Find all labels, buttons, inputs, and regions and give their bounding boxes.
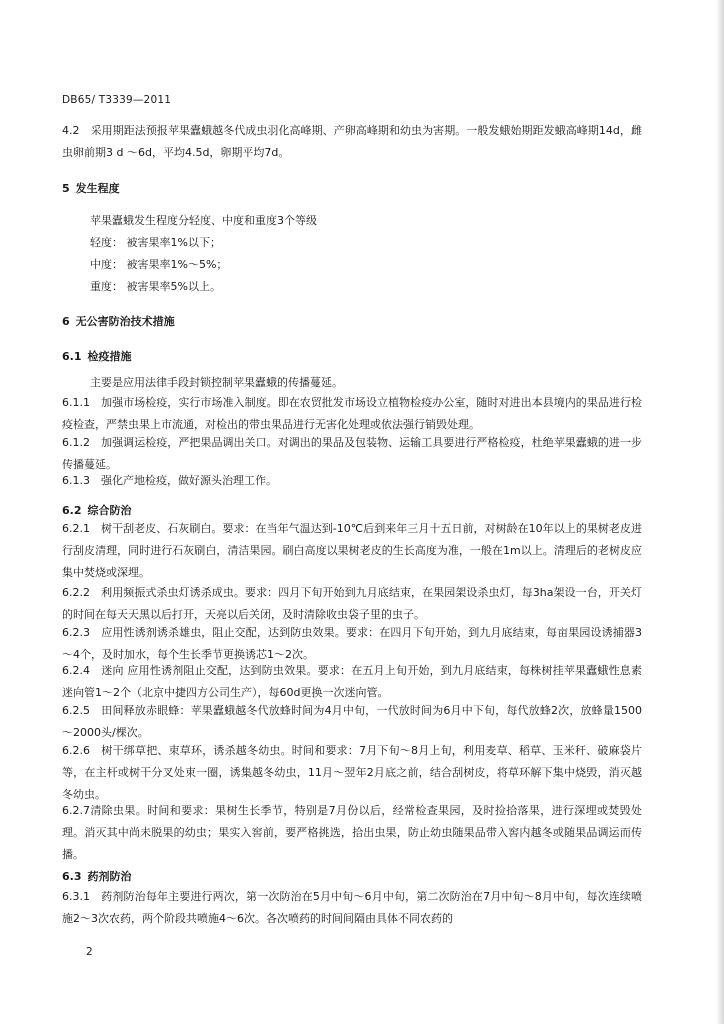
section-6-3-number: 6.3 (62, 870, 82, 883)
section-6-1-number: 6.1 (62, 350, 82, 363)
paragraph-4-2: 4.2 采用期距法预报苹果蠹蛾越冬代成虫羽化高峰期、产卵高峰期和幼虫为害期。一般发蛾始期距发蛾高峰期14d，雌虫卵前期3 d ～6d，平均4.5d，卵期平均7d。 (62, 124, 642, 159)
scan-edge (716, 0, 724, 1024)
severity-medium: 中度： 被害果率1%～5%； (90, 258, 228, 271)
paragraph-6-2-6: 6.2.6 树干绑草把、束草环，诱杀越冬幼虫。时间和要求：7月下旬～8月上旬，利用麦草、稻草、玉米秆、破麻袋片等，在主杆或树干分叉处束一圈，诱集越冬幼虫，11月～翌年2月底之前，结合刮树皮，将草环解下集中烧毁，消灭越冬幼虫。 (62, 744, 642, 801)
section-6-1-heading (62, 348, 132, 364)
section-6-1-title: 检疫措施 (87, 350, 132, 363)
section-6-number: 6 (62, 315, 70, 328)
paragraph-6-2-7: 6.2.7清除虫果。时间和要求：果树生长季节，特别是7月份以后，经常检查果园，及时捡拾落果，进行深埋或焚毁处理。消灭其中尚未脱果的幼虫；果实入窖前，要严格挑选，拾出虫果，防止幼虫随果品带入窖内越冬或随果品调运而传播。 (62, 804, 642, 861)
section-5-title: 发生程度 (75, 182, 120, 195)
page-number: 2 (86, 946, 93, 958)
section-6-title: 无公害防治技术措施 (75, 315, 175, 328)
paragraph-6-2-5: 6.2.5 田间释放赤眼蜂：苹果蠹蛾越冬代放蜂时间为4月中旬，一代放时间为6月中下旬，每代放蜂2次，放蜂量1500～2000头/棵次。 (62, 704, 642, 739)
section-6-2-heading (62, 502, 132, 518)
section-5-number: 5 (62, 182, 70, 195)
paragraph-6-3-1: 6.3.1 药剂防治每年主要进行两次，第一次防治在5月中旬～6月中旬，第二次防治在7月中旬～8月中旬，每次连续喷施2～3次农药，两个阶段共喷施4～6次。各次喷药的时间间隔由具体不同农药的 (62, 890, 642, 925)
section-6-2-number: 6.2 (62, 504, 82, 517)
paragraph-6-1-2: 6.1.2 加强调运检疫，严把果品调出关口。对调出的果品及包装物、运输工具要进行严格检疫，杜绝苹果蠹蛾的进一步传播蔓延。 (62, 436, 642, 471)
section-6-heading (62, 313, 175, 329)
section-6-3-title: 药剂防治 (87, 870, 132, 883)
paragraph-6-2-2: 6.2.2 利用频振式杀虫灯诱杀成虫。要求：四月下旬开始到九月底结束，在果园架设杀虫灯，每3ha架设一台，开关灯的时间在每天天黑以后打开，天亮以后关闭，及时清除收虫袋子里的虫子。 (62, 586, 642, 621)
section-6-3-heading (62, 868, 132, 884)
severity-heavy: 重度： 被害果率5%以上。 (90, 280, 221, 293)
document-header: DB65/ T3339—2011 (62, 94, 172, 106)
paragraph-6-2-1: 6.2.1 树干刮老皮、石灰刷白。要求：在当年气温达到-10℃后到来年三月十五日前，对树龄在10年以上的果树老皮进行刮皮清理，同时进行石灰刷白，清洁果园。刷白高度以果树老皮的生长高度为准，一般在1m以上。清理后的老树皮应集中焚烧或深埋。 (62, 522, 642, 579)
section-5-heading (62, 180, 120, 196)
severity-light: 轻度： 被害果率1%以下； (90, 236, 221, 249)
severity-intro: 苹果蠹蛾发生程度分轻度、中度和重度3个等级 (90, 214, 317, 227)
paragraph-6-2-4: 6.2.4 迷向 应用性诱剂阻止交配，达到防虫效果。要求：在五月上旬开始，到九月底结束，每株树挂苹果蠹蛾性息素迷向管1～2个（北京中捷四方公司生产），每60d更换一次迷向管。 (62, 664, 642, 699)
paragraph-6-1-3: 6.1.3 强化产地检疫，做好源头治理工作。 (62, 474, 277, 487)
section-6-2-title: 综合防治 (87, 504, 132, 517)
paragraph-6-2-3: 6.2.3 应用性诱剂诱杀雄虫，阻止交配，达到防虫效果。要求：在四月下旬开始，到九月底结束，每亩果园设诱捕器3～4个，及时加水，每个生长季节更换诱芯1～2次。 (62, 626, 642, 661)
paragraph-6-1-1: 6.1.1 加强市场检疫，实行市场准入制度。即在农贸批发市场设立植物检疫办公室，随时对进出本县境内的果品进行检疫检查，严禁虫果上市流通，对检出的带虫果品进行无害化处理或依法强行销毁处理。 (62, 396, 642, 431)
paragraph-6-1-intro: 主要是应用法律手段封锁控制苹果蠹蛾的传播蔓延。 (90, 376, 343, 389)
